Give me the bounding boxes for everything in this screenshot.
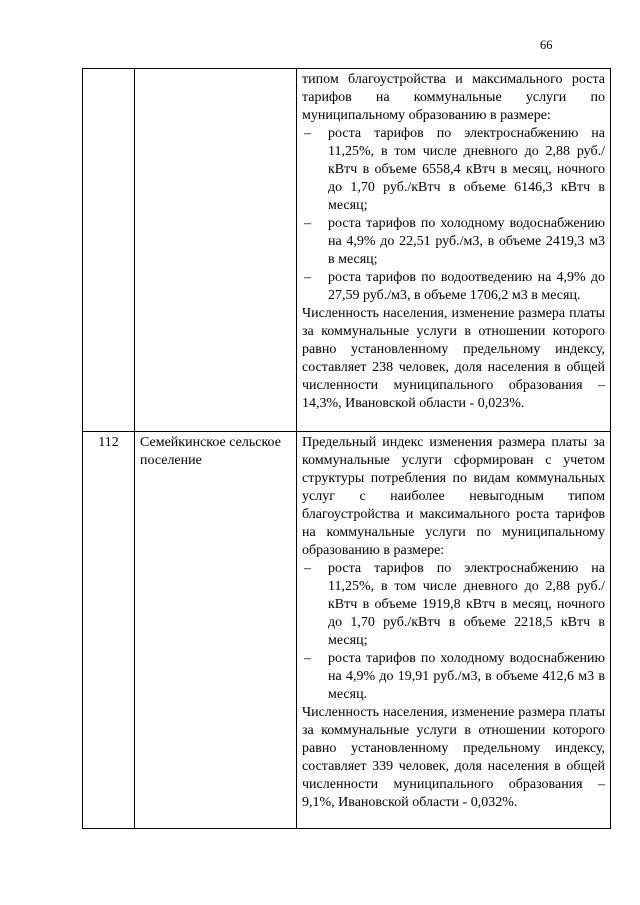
description-cell (297, 69, 611, 432)
row-number: 112 (83, 432, 135, 829)
description-intro: Предельный индекс изменения размера платы за коммунальные услуги сформирован с учетом структуры потребления по видам коммунальных услуг с наиболее невыгодным типом благоустройства и максимального роста тарифов на коммунальные услуги по муниципальному образованию в размере: (302, 435, 605, 558)
municipality-name (135, 69, 297, 432)
list-item: – роста тарифов по холодному водоснабжению на 4,9% до 22,51 руб./м3, в объеме 2419,3 м3 в месяц; (302, 215, 605, 269)
description-intro: типом благоустройства и максимального роста тарифов на коммунальные услуги по муниципальному образованию в размере: (302, 72, 605, 123)
list-item: – роста тарифов по электроснабжению на 11,25%, в том числе дневного до 2,88 руб./кВтч в объеме 1919,8 кВтч в месяц, ночного до 1,70 руб./кВтч в объеме 2218,5 кВтч в месяц; (302, 560, 605, 650)
page-number: 66 (540, 38, 553, 52)
list-item: – роста тарифов по холодному водоснабжению на 4,9% до 19,91 руб./м3, в объеме 412,6 м3 в месяц. (302, 650, 605, 704)
tariff-list (302, 560, 605, 704)
municipality-name: Семейкинское сельское поселение (135, 432, 297, 829)
description-cell (297, 432, 611, 829)
population-summary: Численность населения, изменение размера платы за коммунальные услуги в отношении которого равно установленному предельному индексу, составляет 238 человек, доля населения в общей численности муниципального образования – 14,3%, Ивановской области - 0,023%. (302, 306, 605, 411)
list-item: – роста тарифов по водоотведению на 4,9% до 27,59 руб./м3, в объеме 1706,2 м3 в месяц. (302, 269, 605, 305)
table-row (83, 69, 611, 432)
list-item: – роста тарифов по электроснабжению на 11,25%, в том числе дневного до 2,88 руб./кВтч в объеме 6558,4 кВтч в месяц, ночного до 1,70 руб./кВтч в объеме 6146,3 кВтч в месяц; (302, 125, 605, 215)
tariff-table (82, 68, 611, 829)
row-number (83, 69, 135, 432)
table-row (83, 432, 611, 829)
tariff-list (302, 125, 605, 305)
population-summary: Численность населения, изменение размера платы за коммунальные услуги в отношении которого равно установленному предельному индексу, составляет 339 человек, доля населения в общей численности муниципального образования – 9,1%, Ивановской области - 0,032%. (302, 705, 605, 810)
